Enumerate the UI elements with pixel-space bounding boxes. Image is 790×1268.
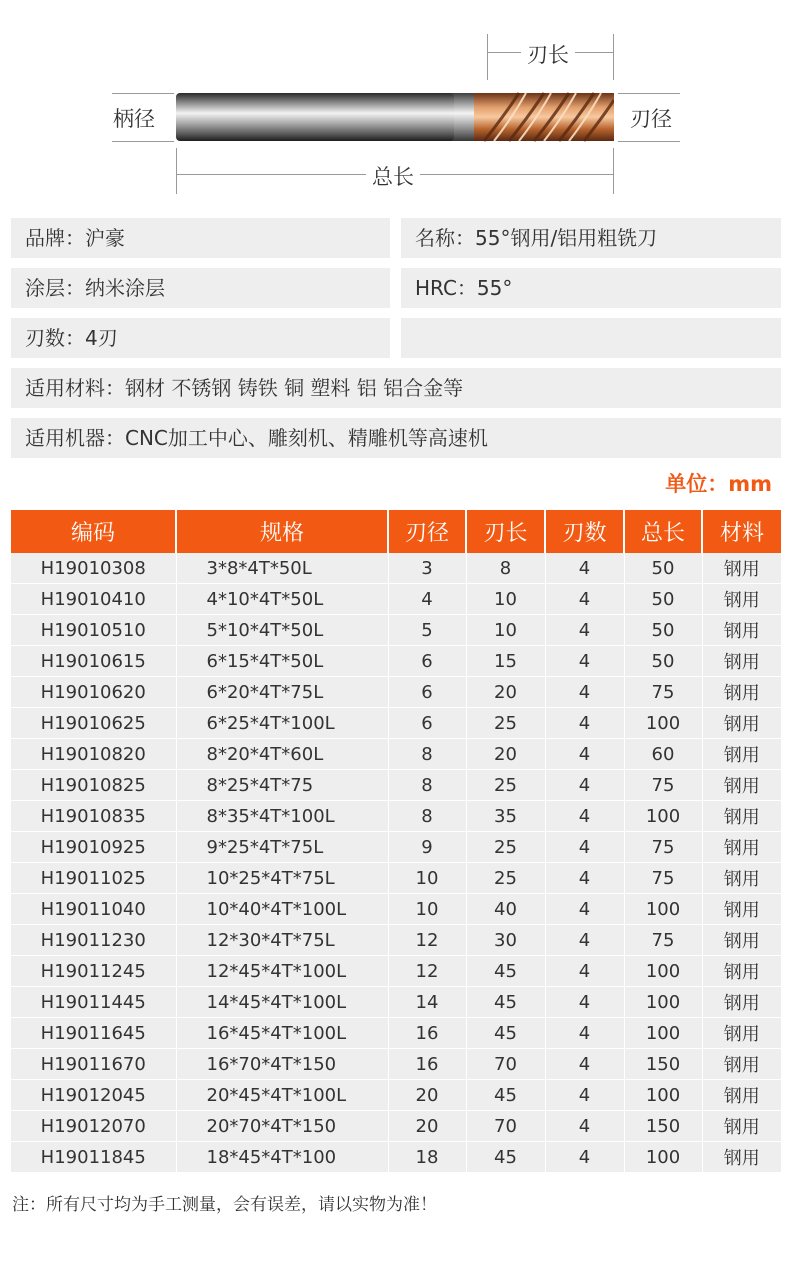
- cell-total-length: 150: [624, 1111, 702, 1142]
- cell-total-length: 75: [624, 925, 702, 956]
- cell-code: H19010410: [11, 584, 176, 615]
- cell-spec: 4*10*4T*50L: [176, 584, 388, 615]
- cell-flute-count: 4: [545, 646, 624, 677]
- cell-spec: 16*70*4T*150: [176, 1049, 388, 1080]
- spec-brand: 品牌：沪豪: [11, 218, 390, 258]
- cell-code: H19011670: [11, 1049, 176, 1080]
- dim-line: [112, 141, 174, 142]
- cell-total-length: 50: [624, 615, 702, 646]
- cell-material: 钢用: [702, 894, 781, 925]
- cell-spec: 9*25*4T*75L: [176, 832, 388, 863]
- cell-blade-length: 45: [466, 1142, 545, 1173]
- cell-total-length: 50: [624, 646, 702, 677]
- cell-flute-count: 4: [545, 708, 624, 739]
- cell-flute-count: 4: [545, 584, 624, 615]
- cell-material: 钢用: [702, 615, 781, 646]
- cell-material: 钢用: [702, 1142, 781, 1173]
- cell-blade-length: 35: [466, 801, 545, 832]
- cell-material: 钢用: [702, 584, 781, 615]
- cell-blade-diameter: 16: [388, 1018, 466, 1049]
- cell-total-length: 100: [624, 801, 702, 832]
- table-row: [11, 646, 781, 677]
- cell-flute-count: 4: [545, 925, 624, 956]
- cell-blade-length: 45: [466, 1080, 545, 1111]
- dim-line: [112, 93, 174, 94]
- cell-total-length: 50: [624, 584, 702, 615]
- cell-flute-count: 4: [545, 894, 624, 925]
- footnote: 注：所有尺寸均为手工测量，会有误差，请以实物为准！: [12, 1195, 437, 1215]
- cell-code: H19011245: [11, 956, 176, 987]
- table-row: [11, 615, 781, 646]
- cell-code: H19010615: [11, 646, 176, 677]
- cell-blade-length: 30: [466, 925, 545, 956]
- cell-flute-count: 4: [545, 801, 624, 832]
- dim-line: [487, 34, 488, 80]
- cell-total-length: 100: [624, 956, 702, 987]
- table-row: [11, 801, 781, 832]
- cell-blade-diameter: 4: [388, 584, 466, 615]
- cell-material: 钢用: [702, 646, 781, 677]
- cell-flute-count: 4: [545, 987, 624, 1018]
- shank-diameter-label: 柄径: [107, 103, 161, 133]
- table-row: [11, 863, 781, 894]
- cell-blade-diameter: 20: [388, 1111, 466, 1142]
- header-total-length: 总长: [624, 510, 702, 553]
- blade-diameter-label: 刃径: [624, 103, 678, 133]
- cell-material: 钢用: [702, 770, 781, 801]
- spec-machines: 适用机器：CNC加工中心、雕刻机、精雕机等高速机: [11, 418, 781, 458]
- cell-code: H19010625: [11, 708, 176, 739]
- spec-empty: [401, 318, 781, 358]
- cell-blade-length: 15: [466, 646, 545, 677]
- cell-blade-length: 25: [466, 832, 545, 863]
- cell-blade-diameter: 12: [388, 956, 466, 987]
- header-code: 编码: [11, 510, 176, 553]
- table-row: [11, 956, 781, 987]
- cell-material: 钢用: [702, 925, 781, 956]
- cell-spec: 20*70*4T*150: [176, 1111, 388, 1142]
- cell-blade-diameter: 16: [388, 1049, 466, 1080]
- cell-blade-diameter: 9: [388, 832, 466, 863]
- dim-line: [618, 93, 680, 94]
- dim-line: [613, 148, 614, 194]
- cell-blade-length: 10: [466, 584, 545, 615]
- cell-spec: 3*8*4T*50L: [176, 553, 388, 584]
- cell-spec: 18*45*4T*100: [176, 1142, 388, 1173]
- cell-spec: 10*40*4T*100L: [176, 894, 388, 925]
- cell-blade-diameter: 3: [388, 553, 466, 584]
- table-row: [11, 677, 781, 708]
- cell-flute-count: 4: [545, 739, 624, 770]
- cell-flute-count: 4: [545, 1142, 624, 1173]
- table-row: [11, 987, 781, 1018]
- cell-blade-length: 45: [466, 1018, 545, 1049]
- cell-blade-diameter: 10: [388, 863, 466, 894]
- cell-flute-count: 4: [545, 615, 624, 646]
- header-flute-count: 刃数: [545, 510, 624, 553]
- table-row: [11, 925, 781, 956]
- cell-code: H19010835: [11, 801, 176, 832]
- cell-material: 钢用: [702, 801, 781, 832]
- cell-flute-count: 4: [545, 677, 624, 708]
- cell-spec: 8*25*4T*75: [176, 770, 388, 801]
- cell-spec: 6*15*4T*50L: [176, 646, 388, 677]
- cell-total-length: 100: [624, 894, 702, 925]
- cell-blade-diameter: 8: [388, 770, 466, 801]
- cell-blade-length: 25: [466, 863, 545, 894]
- cell-material: 钢用: [702, 1049, 781, 1080]
- cell-material: 钢用: [702, 739, 781, 770]
- cell-spec: 20*45*4T*100L: [176, 1080, 388, 1111]
- cell-total-length: 150: [624, 1049, 702, 1080]
- cell-blade-length: 20: [466, 677, 545, 708]
- cell-total-length: 75: [624, 863, 702, 894]
- cell-blade-diameter: 20: [388, 1080, 466, 1111]
- end-mill-illustration: [174, 88, 614, 146]
- cell-blade-diameter: 6: [388, 677, 466, 708]
- table-row: [11, 1018, 781, 1049]
- cell-blade-diameter: 12: [388, 925, 466, 956]
- cell-blade-length: 70: [466, 1049, 545, 1080]
- cell-code: H19011040: [11, 894, 176, 925]
- cell-total-length: 100: [624, 1142, 702, 1173]
- cell-blade-diameter: 8: [388, 801, 466, 832]
- cell-flute-count: 4: [545, 863, 624, 894]
- cell-code: H19010925: [11, 832, 176, 863]
- cell-flute-count: 4: [545, 1018, 624, 1049]
- header-spec: 规格: [176, 510, 388, 553]
- cell-flute-count: 4: [545, 956, 624, 987]
- cell-code: H19011845: [11, 1142, 176, 1173]
- cell-code: H19011025: [11, 863, 176, 894]
- cell-blade-diameter: 5: [388, 615, 466, 646]
- cell-blade-length: 45: [466, 987, 545, 1018]
- cell-code: H19010308: [11, 553, 176, 584]
- cell-material: 钢用: [702, 708, 781, 739]
- cell-code: H19010820: [11, 739, 176, 770]
- cell-spec: 16*45*4T*100L: [176, 1018, 388, 1049]
- dim-line: [613, 34, 614, 80]
- table-row: [11, 739, 781, 770]
- spec-coating: 涂层：纳米涂层: [11, 268, 390, 308]
- cell-total-length: 75: [624, 677, 702, 708]
- cell-blade-length: 70: [466, 1111, 545, 1142]
- cell-blade-diameter: 6: [388, 708, 466, 739]
- cell-total-length: 75: [624, 770, 702, 801]
- spec-materials: 适用材料：钢材 不锈钢 铸铁 铜 塑料 铝 铝合金等: [11, 368, 781, 408]
- header-blade-length: 刃长: [466, 510, 545, 553]
- product-table: [11, 510, 781, 1173]
- cell-spec: 8*20*4T*60L: [176, 739, 388, 770]
- cell-spec: 8*35*4T*100L: [176, 801, 388, 832]
- cell-blade-diameter: 8: [388, 739, 466, 770]
- cell-total-length: 100: [624, 1018, 702, 1049]
- cell-blade-diameter: 18: [388, 1142, 466, 1173]
- cell-material: 钢用: [702, 987, 781, 1018]
- cell-blade-length: 25: [466, 770, 545, 801]
- cell-material: 钢用: [702, 1018, 781, 1049]
- table-row: [11, 553, 781, 584]
- cell-blade-diameter: 14: [388, 987, 466, 1018]
- cell-spec: 10*25*4T*75L: [176, 863, 388, 894]
- table-row: [11, 770, 781, 801]
- cell-blade-length: 10: [466, 615, 545, 646]
- cell-code: H19010620: [11, 677, 176, 708]
- blade-length-label: 刃长: [521, 39, 575, 69]
- cell-total-length: 60: [624, 739, 702, 770]
- cell-code: H19012045: [11, 1080, 176, 1111]
- cell-flute-count: 4: [545, 1080, 624, 1111]
- cell-code: H19011230: [11, 925, 176, 956]
- cell-flute-count: 4: [545, 553, 624, 584]
- cell-code: H19010510: [11, 615, 176, 646]
- cell-blade-diameter: 6: [388, 646, 466, 677]
- cell-total-length: 100: [624, 1080, 702, 1111]
- cell-code: H19010825: [11, 770, 176, 801]
- cell-spec: 6*20*4T*75L: [176, 677, 388, 708]
- table-row: [11, 584, 781, 615]
- cell-material: 钢用: [702, 553, 781, 584]
- cell-spec: 12*30*4T*75L: [176, 925, 388, 956]
- spec-hrc: HRC：55°: [401, 268, 781, 308]
- table-row: [11, 1049, 781, 1080]
- cell-material: 钢用: [702, 1111, 781, 1142]
- cell-material: 钢用: [702, 956, 781, 987]
- table-row: [11, 1080, 781, 1111]
- header-material: 材料: [702, 510, 781, 553]
- dim-line: [618, 141, 680, 142]
- cell-spec: 14*45*4T*100L: [176, 987, 388, 1018]
- cell-blade-length: 25: [466, 708, 545, 739]
- cell-flute-count: 4: [545, 770, 624, 801]
- cell-code: H19012070: [11, 1111, 176, 1142]
- cell-flute-count: 4: [545, 1111, 624, 1142]
- table-row: [11, 832, 781, 863]
- cell-code: H19011645: [11, 1018, 176, 1049]
- spec-name: 名称：55°钢用/铝用粗铣刀: [401, 218, 781, 258]
- table-row: [11, 894, 781, 925]
- table-row: [11, 1111, 781, 1142]
- cell-total-length: 75: [624, 832, 702, 863]
- cell-material: 钢用: [702, 1080, 781, 1111]
- cell-blade-length: 45: [466, 956, 545, 987]
- table-row: [11, 1142, 781, 1173]
- dim-line: [176, 148, 177, 194]
- cell-blade-length: 40: [466, 894, 545, 925]
- cell-spec: 6*25*4T*100L: [176, 708, 388, 739]
- cell-material: 钢用: [702, 863, 781, 894]
- total-length-label: 总长: [366, 161, 420, 191]
- cell-blade-length: 20: [466, 739, 545, 770]
- cell-total-length: 50: [624, 553, 702, 584]
- unit-label: 单位：mm: [665, 472, 772, 496]
- cell-blade-length: 8: [466, 553, 545, 584]
- cell-code: H19011445: [11, 987, 176, 1018]
- table-header-row: [11, 510, 781, 553]
- cell-material: 钢用: [702, 677, 781, 708]
- cell-total-length: 100: [624, 987, 702, 1018]
- cell-total-length: 100: [624, 708, 702, 739]
- cell-flute-count: 4: [545, 832, 624, 863]
- cell-material: 钢用: [702, 832, 781, 863]
- header-blade-diameter: 刃径: [388, 510, 466, 553]
- cell-spec: 5*10*4T*50L: [176, 615, 388, 646]
- cell-flute-count: 4: [545, 1049, 624, 1080]
- spec-flutes: 刃数：4刃: [11, 318, 390, 358]
- cell-blade-diameter: 10: [388, 894, 466, 925]
- cell-spec: 12*45*4T*100L: [176, 956, 388, 987]
- table-row: [11, 708, 781, 739]
